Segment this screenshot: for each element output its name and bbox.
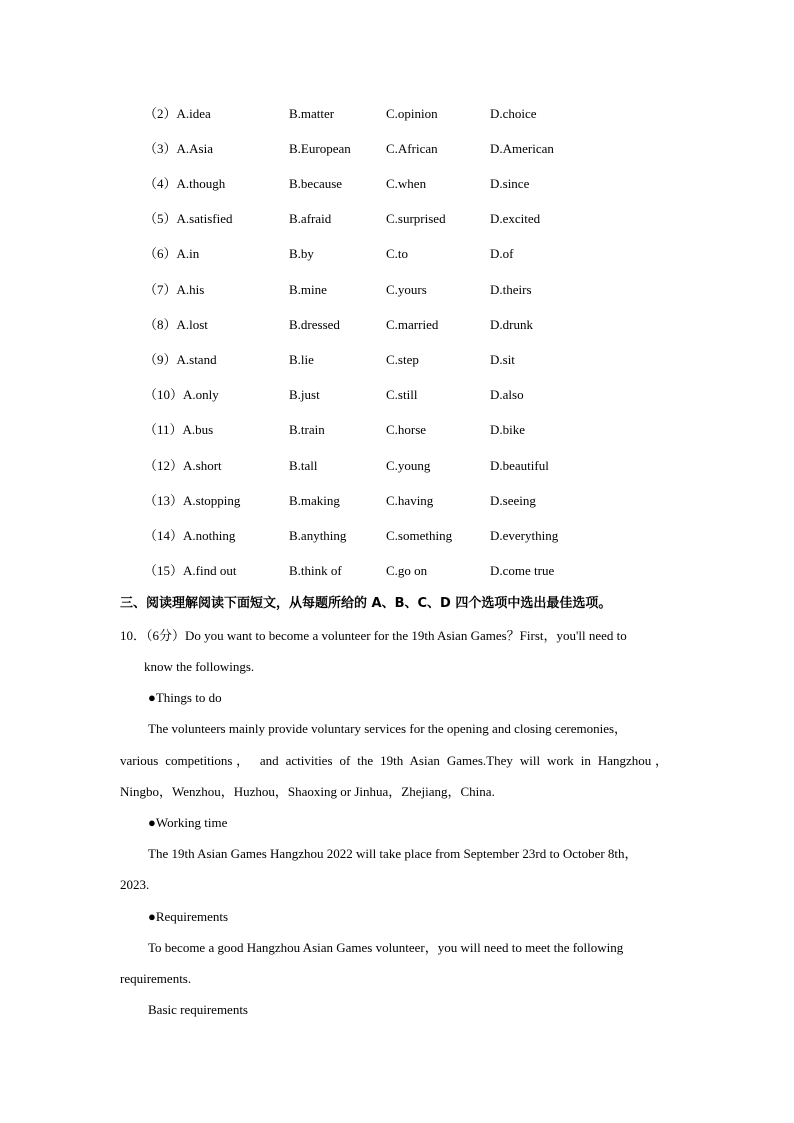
section-heading: 三、阅读理解阅读下面短文，从每题所给的 A、B、C、D 四个选项中选出最佳选项。	[120, 596, 612, 611]
option-b: B.afraid	[289, 211, 332, 226]
option-a: （3）A.Asia	[144, 141, 213, 156]
option-c: C.opinion	[386, 106, 438, 121]
option-a: （15）A.find out	[144, 563, 237, 578]
option-row	[0, 420, 794, 440]
option-row	[0, 209, 794, 229]
option-d: D.theirs	[490, 282, 532, 297]
option-a: （8）A.lost	[144, 317, 208, 332]
requirements-line-1: To become a good Hangzhou Asian Games volunteer，you will need to meet the following	[148, 940, 624, 955]
option-d: D.sit	[490, 352, 515, 367]
option-a: （9）A.stand	[144, 352, 217, 367]
option-d: D.beautiful	[490, 458, 549, 473]
option-b: B.think of	[289, 563, 342, 578]
option-a: （13）A.stopping	[144, 493, 241, 508]
option-b: B.matter	[289, 106, 335, 121]
option-b: B.lie	[289, 352, 314, 367]
option-d: D.bike	[490, 422, 526, 437]
option-a: （2）A.idea	[144, 106, 211, 121]
option-c: C.when	[386, 176, 427, 191]
option-row	[0, 561, 794, 581]
option-d: D.come true	[490, 563, 555, 578]
option-row	[0, 315, 794, 335]
option-a: （10）A.only	[144, 387, 219, 402]
option-d: D.also	[490, 387, 524, 402]
working-time-heading: ●Working time	[148, 815, 228, 830]
things-to-do-line-2: various competitions， and activities of the 19th Asian Games.They will work in Hangzhou，	[120, 753, 668, 768]
option-a: （12）A.short	[144, 458, 222, 473]
option-c: C.young	[386, 458, 431, 473]
option-c: C.step	[386, 352, 419, 367]
option-c: C.still	[386, 387, 418, 402]
option-row	[0, 104, 794, 124]
option-b: B.anything	[289, 528, 347, 543]
option-c: C.African	[386, 141, 438, 156]
option-c: C.horse	[386, 422, 427, 437]
question-line-2: know the followings.	[144, 659, 255, 674]
option-b: B.making	[289, 493, 340, 508]
things-to-do-heading: ●Things to do	[148, 690, 222, 705]
option-b: B.train	[289, 422, 325, 437]
option-a: （5）A.satisfied	[144, 211, 233, 226]
option-a: （11）A.bus	[144, 422, 214, 437]
things-to-do-line-1: The volunteers mainly provide voluntary services for the opening and closing ceremonies，	[148, 721, 628, 736]
option-row	[0, 139, 794, 159]
option-a: （6）A.in	[144, 246, 200, 261]
option-b: B.just	[289, 387, 320, 402]
option-a: （7）A.his	[144, 282, 205, 297]
option-d: D.of	[490, 246, 514, 261]
option-b: B.dressed	[289, 317, 340, 332]
option-row	[0, 280, 794, 300]
question-line-1: 10．（6分）Do you want to become a volunteer for the 19th Asian Games？First，you'll need to	[120, 628, 627, 643]
option-c: C.yours	[386, 282, 427, 297]
option-d: D.choice	[490, 106, 537, 121]
option-a: （14）A.nothing	[144, 528, 236, 543]
option-row	[0, 174, 794, 194]
option-c: C.having	[386, 493, 434, 508]
option-c: C.go on	[386, 563, 428, 578]
option-b: B.because	[289, 176, 343, 191]
option-b: B.tall	[289, 458, 318, 473]
option-c: C.something	[386, 528, 453, 543]
option-a: （4）A.though	[144, 176, 226, 191]
option-d: D.seeing	[490, 493, 536, 508]
option-d: D.since	[490, 176, 530, 191]
option-row	[0, 385, 794, 405]
option-b: B.mine	[289, 282, 327, 297]
option-c: C.surprised	[386, 211, 446, 226]
option-b: B.European	[289, 141, 351, 156]
option-row	[0, 526, 794, 546]
option-d: D.American	[490, 141, 554, 156]
working-time-line-1: The 19th Asian Games Hangzhou 2022 will take place from September 23rd to October 8th，	[148, 846, 638, 861]
things-to-do-line-3: Ningbo，Wenzhou，Huzhou，Shaoxing or Jinhua，Zhejiang，China.	[120, 784, 495, 799]
option-d: D.excited	[490, 211, 541, 226]
basic-requirements: Basic requirements	[148, 1002, 248, 1017]
option-row	[0, 456, 794, 476]
option-row	[0, 244, 794, 264]
option-row	[0, 491, 794, 511]
requirements-heading: ●Requirements	[148, 909, 229, 924]
working-time-line-2: 2023.	[120, 877, 150, 892]
option-c: C.married	[386, 317, 439, 332]
option-c: C.to	[386, 246, 409, 261]
option-d: D.drunk	[490, 317, 533, 332]
option-b: B.by	[289, 246, 314, 261]
option-d: D.everything	[490, 528, 559, 543]
requirements-line-2: requirements.	[120, 971, 192, 986]
option-row	[0, 350, 794, 370]
